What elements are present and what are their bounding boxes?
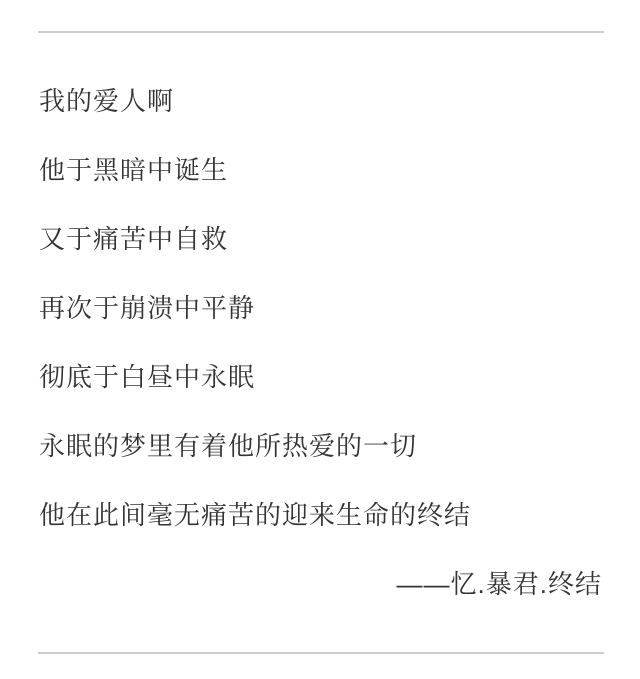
bottom-divider <box>38 652 604 654</box>
poem-line-6: 永眠的梦里有着他所热爱的一切 <box>39 431 418 461</box>
poem-line-2: 他于黑暗中诞生 <box>39 155 229 185</box>
poem-attribution: ——忆.暴君.终结 <box>396 569 602 599</box>
poem-line-1: 我的爱人啊 <box>39 86 175 116</box>
poem-line-7: 他在此间毫无痛苦的迎来生命的终结 <box>39 500 472 530</box>
top-divider <box>38 31 604 33</box>
poem-body <box>39 88 602 598</box>
poem-line-4: 再次于崩溃中平静 <box>39 293 256 323</box>
poem-line-3: 又于痛苦中自救 <box>39 224 229 254</box>
poem-line-5: 彻底于白昼中永眠 <box>39 362 256 392</box>
